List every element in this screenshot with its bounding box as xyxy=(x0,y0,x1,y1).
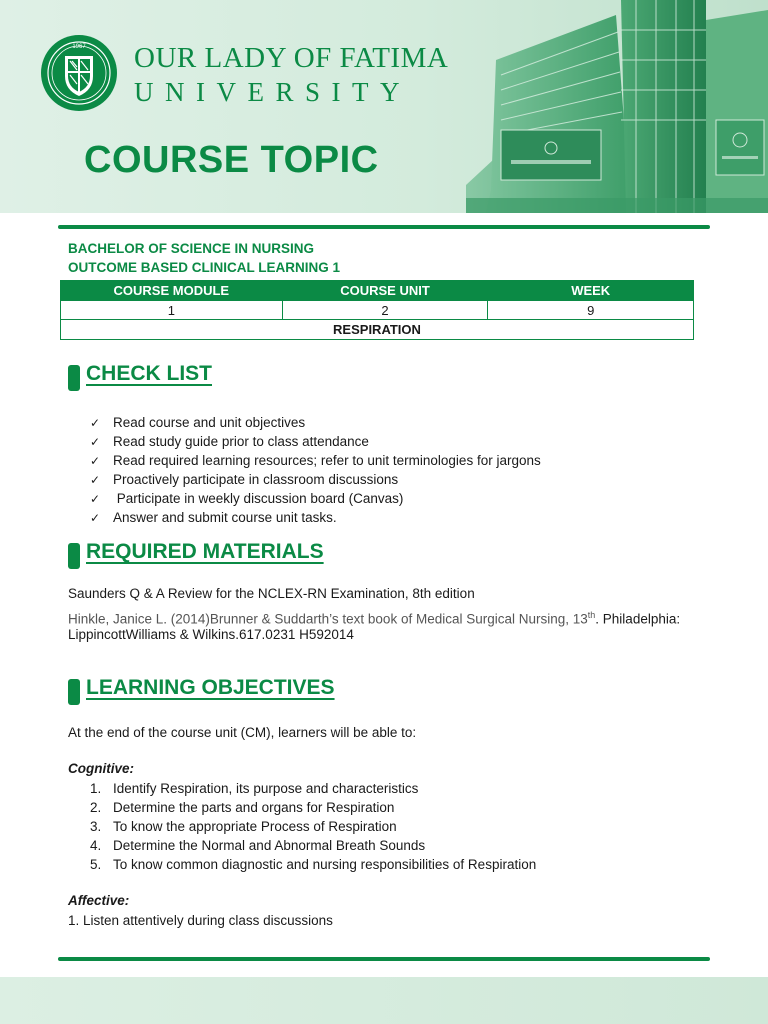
checkmark-icon: ✓ xyxy=(90,473,101,487)
checkmark-icon: ✓ xyxy=(90,511,101,525)
section-marker xyxy=(68,679,80,705)
list-item: ✓ Participate in weekly discussion board (Canvas) xyxy=(90,489,541,508)
cell-week: 9 xyxy=(488,301,694,320)
checkmark-icon: ✓ xyxy=(90,416,101,430)
university-name-line1: OUR LADY OF FATIMA xyxy=(134,42,449,74)
header-course-unit: COURSE UNIT xyxy=(282,281,488,301)
cell-course-unit: 2 xyxy=(282,301,488,320)
university-name-line2: UNIVERSITY xyxy=(134,77,411,107)
materials-title: REQUIRED MATERIALS xyxy=(86,540,324,563)
course-info-table xyxy=(60,280,694,340)
cognitive-label: Cognitive: xyxy=(68,761,134,776)
section-marker xyxy=(68,365,80,391)
footer-band xyxy=(0,977,768,1024)
section-marker xyxy=(68,543,80,569)
material-hinkle: Hinkle, Janice L. (2014)Brunner & Suddarth’s text book of Medical Surgical Nursing, 13th. Philadelphia: xyxy=(68,610,681,627)
checklist xyxy=(90,413,541,527)
list-item: ✓ Read study guide prior to class attendance xyxy=(90,432,541,451)
list-item: 2. Determine the parts and organs for Respiration xyxy=(90,800,395,815)
checkmark-icon: ✓ xyxy=(90,435,101,449)
list-item: 3. To know the appropriate Process of Respiration xyxy=(90,819,397,834)
header-week: WEEK xyxy=(488,281,694,301)
degree-title: BACHELOR OF SCIENCE IN NURSING xyxy=(68,241,315,256)
table-row xyxy=(61,301,694,320)
list-item: 1. Identify Respiration, its purpose and characteristics xyxy=(90,781,419,796)
checkmark-icon: ✓ xyxy=(90,492,101,506)
material-publisher: LippincottWilliams & Wilkins.617.0231 H592014 xyxy=(68,627,354,642)
list-item: 4. Determine the Normal and Abnormal Breath Sounds xyxy=(90,838,426,853)
university-seal-logo xyxy=(40,34,118,112)
table-header-row xyxy=(61,281,694,301)
list-item: ✓ Read course and unit objectives xyxy=(90,413,541,432)
header-course-module: COURSE MODULE xyxy=(61,281,283,301)
table-row xyxy=(61,320,694,340)
bottom-divider xyxy=(58,957,710,961)
objectives-title: LEARNING OBJECTIVES xyxy=(86,676,335,699)
course-title: OUTCOME BASED CLINICAL LEARNING 1 xyxy=(68,260,341,275)
svg-text:1967: 1967 xyxy=(72,44,86,50)
page-title: COURSE TOPIC xyxy=(84,139,379,181)
list-item: ✓ Read required learning resources; refer to unit terminologies for jargons xyxy=(90,451,541,470)
cell-course-module: 1 xyxy=(61,301,283,320)
building-illustration xyxy=(466,0,768,213)
cognitive-objectives-list xyxy=(90,779,536,874)
top-divider xyxy=(58,225,710,229)
affective-item: 1. Listen attentively during class discussions xyxy=(68,913,333,928)
list-item: 5. To know common diagnostic and nursing responsibilities of Respiration xyxy=(90,857,537,872)
affective-label: Affective: xyxy=(68,893,130,908)
checklist-title: CHECK LIST xyxy=(86,362,212,385)
list-item: ✓ Proactively participate in classroom discussions xyxy=(90,470,541,489)
checkmark-icon: ✓ xyxy=(90,454,101,468)
cell-topic: RESPIRATION xyxy=(61,320,694,340)
list-item: ✓ Answer and submit course unit tasks. xyxy=(90,508,541,527)
material-saunders: Saunders Q & A Review for the NCLEX-RN Examination, 8th edition xyxy=(68,586,475,601)
objectives-intro: At the end of the course unit (CM), learners will be able to: xyxy=(68,725,417,740)
header-banner xyxy=(0,0,768,213)
